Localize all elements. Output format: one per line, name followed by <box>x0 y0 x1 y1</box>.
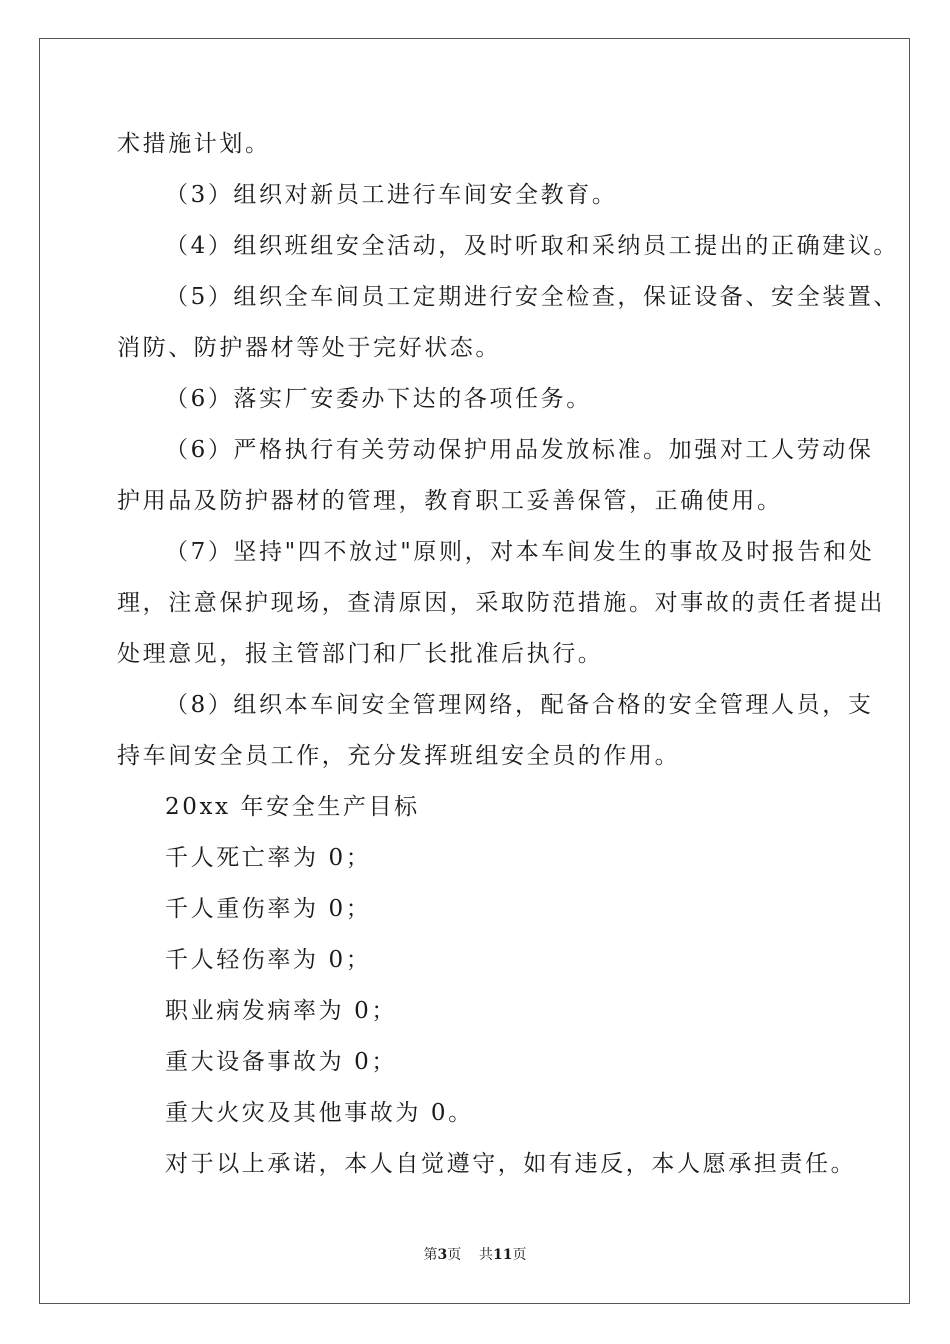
page-suffix: 页 <box>447 1247 462 1263</box>
text-line-7: （6）严格执行有关劳动保护用品发放标准。加强对工人劳动保 <box>165 437 874 463</box>
text-line-5: 消防、防护器材等处于完好状态。 <box>117 335 501 361</box>
text-line-6: （6）落实厂安委办下达的各项任务。 <box>165 386 592 412</box>
text-line-10: 理，注意保护现场，查清原因，采取防范措施。对事故的责任者提出 <box>117 590 885 616</box>
text-line-4: （5）组织全车间员工定期进行安全检查，保证设备、安全装置、 <box>165 284 900 310</box>
closing-statement: 对于以上承诺，本人自觉遵守，如有违反，本人愿承担责任。 <box>165 1151 857 1177</box>
target-item: 千人轻伤率为 0； <box>165 947 372 973</box>
page-number: 3 <box>437 1247 448 1263</box>
page-footer <box>0 1245 950 1265</box>
text-line-11: 处理意见，报主管部门和厂长批准后执行。 <box>117 641 604 667</box>
target-item: 重大火灾及其他事故为 0。 <box>165 1100 474 1126</box>
target-item: 职业病发病率为 0； <box>165 998 397 1024</box>
target-item: 重大设备事故为 0； <box>165 1049 397 1075</box>
text-line-2: （3）组织对新员工进行车间安全教育。 <box>165 182 618 208</box>
text-line-8: 护用品及防护器材的管理，教育职工妥善保管，正确使用。 <box>117 488 783 514</box>
text-line-1: 术措施计划。 <box>117 131 271 157</box>
total-pages: 11 <box>493 1247 513 1263</box>
text-line-12: （8）组织本车间安全管理网络，配备合格的安全管理人员，支 <box>165 692 874 718</box>
page-prefix: 第 <box>423 1247 438 1263</box>
text-line-3: （4）组织班组安全活动，及时听取和采纳员工提出的正确建议。 <box>165 233 900 259</box>
text-line-13: 持车间安全员工作，充分发挥班组安全员的作用。 <box>117 743 681 769</box>
target-item: 千人死亡率为 0； <box>165 845 372 871</box>
total-suffix: 页 <box>512 1247 527 1263</box>
total-prefix: 共 <box>479 1247 494 1263</box>
text-line-9: （7）坚持"四不放过"原则，对本车间发生的事故及时报告和处 <box>165 539 875 565</box>
target-item: 千人重伤率为 0； <box>165 896 372 922</box>
section-heading: 20xx 年安全生产目标 <box>165 794 420 820</box>
